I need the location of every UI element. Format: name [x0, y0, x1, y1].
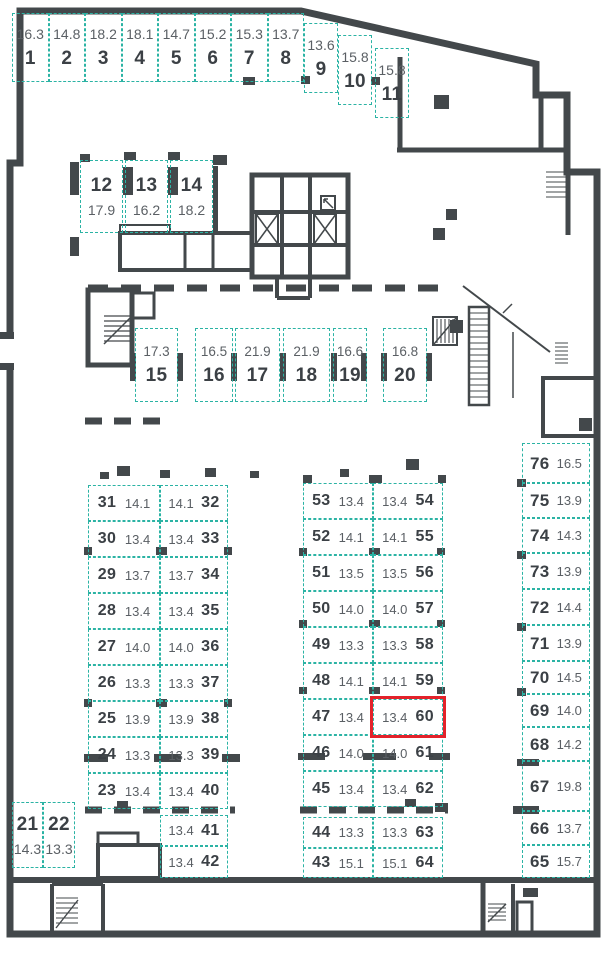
- space-number: 57: [415, 600, 434, 617]
- parking-space-52[interactable]: [303, 519, 373, 555]
- space-area: 15.7: [556, 854, 582, 869]
- space-number: 76: [530, 453, 550, 473]
- parking-space-5[interactable]: [158, 13, 195, 82]
- parking-space-35[interactable]: [160, 593, 228, 629]
- space-number: 59: [415, 672, 434, 689]
- space-number: 36: [201, 638, 220, 655]
- space-number: 63: [415, 823, 434, 841]
- space-area: 14.1: [338, 673, 364, 689]
- space-area: 13.7: [168, 567, 194, 583]
- space-number: 50: [312, 600, 331, 617]
- space-number: 3: [97, 48, 109, 69]
- space-number: 65: [530, 852, 550, 871]
- space-area: 14.3: [13, 840, 42, 857]
- space-area: 13.7: [272, 26, 300, 42]
- parking-space-3[interactable]: [85, 13, 122, 82]
- parking-space-39[interactable]: [160, 737, 228, 773]
- parking-space-46[interactable]: [303, 735, 373, 771]
- space-number: 17: [246, 365, 269, 387]
- space-area: 13.4: [382, 709, 408, 725]
- space-number: 26: [97, 674, 117, 691]
- space-area: 13.9: [556, 493, 582, 508]
- parking-space-25[interactable]: [88, 701, 160, 737]
- space-number: 8: [280, 48, 292, 69]
- space-number: 18: [295, 365, 318, 387]
- space-number: 13: [135, 175, 158, 196]
- parking-space-56[interactable]: [373, 555, 443, 591]
- space-area: 13.3: [45, 840, 73, 857]
- space-area: 13.4: [168, 854, 194, 870]
- space-area: 14.0: [382, 601, 408, 617]
- parking-space-45[interactable]: [303, 771, 373, 807]
- space-area: 13.4: [168, 531, 194, 547]
- space-area: 13.3: [168, 747, 194, 763]
- parking-space-44[interactable]: [303, 817, 373, 848]
- space-area: 15.1: [338, 855, 364, 871]
- parking-space-15[interactable]: [135, 328, 178, 402]
- space-area: 14.1: [382, 673, 408, 689]
- parking-space-17[interactable]: [235, 328, 280, 402]
- space-number: 72: [530, 597, 550, 617]
- space-number: 30: [97, 530, 117, 547]
- space-number: 40: [201, 782, 220, 799]
- parking-space-14[interactable]: [170, 160, 213, 233]
- space-area: 15.2: [199, 26, 227, 42]
- space-area: 14.0: [338, 745, 364, 761]
- space-number: 29: [97, 566, 117, 583]
- space-number: 34: [201, 566, 220, 583]
- space-number: 56: [415, 564, 434, 581]
- space-number: 54: [415, 492, 434, 509]
- space-number: 48: [312, 672, 331, 689]
- space-area: 13.4: [382, 493, 408, 509]
- space-area: 13.4: [338, 709, 364, 725]
- parking-space-8[interactable]: [268, 13, 305, 82]
- space-number: 4: [134, 48, 146, 69]
- space-number: 24: [97, 746, 117, 763]
- space-area: 13.4: [124, 783, 151, 799]
- space-area: 14.0: [338, 601, 364, 617]
- parking-space-65[interactable]: [522, 845, 590, 878]
- space-area: 18.1: [126, 26, 154, 42]
- space-number: 49: [312, 636, 331, 653]
- space-area: 14.2: [556, 736, 582, 752]
- space-area: 13.4: [124, 603, 151, 619]
- parking-space-22[interactable]: [43, 802, 75, 868]
- space-area: 17.9: [87, 202, 116, 218]
- space-number: 42: [201, 853, 220, 870]
- space-area: 13.3: [338, 637, 364, 653]
- space-area: 13.6: [307, 36, 335, 53]
- space-area: 15.8: [341, 48, 369, 65]
- space-area: 13.3: [338, 825, 364, 840]
- parking-space-62[interactable]: [373, 771, 443, 807]
- space-area: 13.3: [124, 747, 151, 763]
- parking-space-55[interactable]: [373, 519, 443, 555]
- parking-space-57[interactable]: [373, 591, 443, 627]
- space-number: 35: [201, 602, 220, 619]
- space-area: 13.3: [124, 675, 151, 691]
- space-number: 23: [97, 782, 117, 799]
- space-area: 16.8: [391, 343, 419, 359]
- parking-space-49[interactable]: [303, 627, 373, 663]
- space-number: 11: [381, 83, 403, 105]
- space-number: 14: [180, 175, 203, 196]
- parking-space-20[interactable]: [383, 328, 427, 402]
- parking-space-63[interactable]: [373, 817, 443, 848]
- parking-space-76[interactable]: [522, 443, 590, 483]
- space-area: 13.9: [556, 635, 582, 651]
- space-number: 25: [97, 710, 117, 727]
- parking-space-1[interactable]: [12, 13, 49, 82]
- space-number: 43: [312, 854, 331, 871]
- space-number: 74: [530, 526, 550, 545]
- space-area: 14.0: [124, 639, 151, 655]
- space-number: 45: [312, 780, 331, 797]
- space-area: 13.4: [338, 781, 364, 797]
- parking-space-23[interactable]: [88, 773, 160, 809]
- space-number: 39: [201, 746, 220, 763]
- parking-space-72[interactable]: [522, 589, 590, 625]
- space-number: 52: [312, 528, 331, 545]
- space-number: 9: [315, 58, 327, 80]
- parking-space-59[interactable]: [373, 663, 443, 699]
- space-number: 33: [201, 530, 220, 547]
- space-area: 14.1: [168, 495, 194, 511]
- parking-space-24[interactable]: [88, 737, 160, 773]
- space-number: 21: [16, 813, 39, 835]
- space-number: 66: [530, 818, 550, 838]
- parking-space-6[interactable]: [195, 13, 232, 82]
- parking-space-32[interactable]: [160, 485, 228, 521]
- space-number: 10: [344, 70, 366, 92]
- space-area: 13.9: [168, 711, 194, 727]
- space-area: 13.4: [168, 783, 194, 799]
- space-number: 70: [530, 668, 550, 687]
- parking-space-68[interactable]: [522, 727, 590, 761]
- space-number: 47: [312, 708, 331, 725]
- space-area: 13.4: [338, 493, 364, 509]
- space-number: 71: [530, 633, 550, 653]
- parking-space-34[interactable]: [160, 557, 228, 593]
- space-number: 6: [207, 48, 219, 69]
- space-area: 13.3: [168, 675, 194, 691]
- space-area: 15.3: [235, 26, 263, 42]
- space-number: 51: [312, 564, 331, 581]
- space-area: 14.1: [382, 529, 408, 545]
- parking-space-27[interactable]: [88, 629, 160, 665]
- space-number: 46: [312, 744, 331, 761]
- parking-space-18[interactable]: [283, 328, 330, 402]
- space-number: 53: [312, 492, 331, 509]
- space-area: 17.3: [143, 343, 170, 359]
- space-number: 41: [201, 821, 220, 839]
- space-area: 13.5: [382, 565, 408, 581]
- space-area: 13.9: [124, 711, 151, 727]
- space-area: 14.1: [338, 529, 364, 545]
- space-number: 44: [312, 823, 331, 841]
- space-area: 14.8: [53, 26, 81, 42]
- parking-space-47[interactable]: [303, 699, 373, 735]
- space-area: 16.6: [336, 343, 364, 359]
- space-area: 16.5: [556, 455, 582, 471]
- space-number: 2: [61, 48, 73, 69]
- parking-space-12[interactable]: [80, 160, 123, 233]
- space-number: 68: [530, 734, 550, 754]
- parking-space-4[interactable]: [122, 13, 159, 82]
- parking-space-26[interactable]: [88, 665, 160, 701]
- space-area: 13.7: [124, 567, 151, 583]
- parking-space-51[interactable]: [303, 555, 373, 591]
- space-number: 1: [24, 48, 36, 69]
- parking-space-64[interactable]: [373, 848, 443, 878]
- parking-space-66[interactable]: [522, 811, 590, 845]
- space-number: 31: [97, 494, 117, 511]
- parking-space-71[interactable]: [522, 625, 590, 661]
- space-number: 37: [201, 674, 220, 691]
- space-area: 14.0: [556, 703, 582, 718]
- space-area: 14.1: [124, 495, 151, 511]
- space-area: 15.1: [382, 855, 408, 871]
- space-area: 18.2: [177, 202, 206, 218]
- space-area: 14.7: [162, 26, 190, 42]
- space-area: 14.0: [168, 639, 194, 655]
- space-area: 13.5: [338, 565, 364, 581]
- space-number: 28: [97, 602, 117, 619]
- parking-space-74[interactable]: [522, 518, 590, 553]
- space-area: 13.4: [382, 781, 408, 797]
- space-area: 14.5: [556, 670, 582, 685]
- parking-space-29[interactable]: [88, 557, 160, 593]
- space-number: 62: [415, 780, 434, 797]
- parking-space-30[interactable]: [88, 521, 160, 557]
- parking-space-58[interactable]: [373, 627, 443, 663]
- parking-space-41[interactable]: [160, 815, 228, 846]
- parking-space-7[interactable]: [231, 13, 268, 82]
- parking-space-73[interactable]: [522, 553, 590, 589]
- space-number: 64: [415, 854, 434, 871]
- space-area: 13.4: [124, 531, 151, 547]
- space-number: 73: [530, 561, 550, 581]
- parking-space-33[interactable]: [160, 521, 228, 557]
- parking-space-60[interactable]: [373, 699, 443, 735]
- parking-space-67[interactable]: [522, 761, 590, 811]
- space-area: 13.3: [382, 637, 408, 653]
- space-number: 69: [530, 701, 550, 720]
- space-area: 13.4: [168, 823, 194, 838]
- space-area: 14.3: [556, 528, 582, 543]
- space-number: 60: [415, 708, 434, 725]
- space-number: 55: [415, 528, 434, 545]
- parking-space-16[interactable]: [195, 328, 233, 402]
- parking-space-48[interactable]: [303, 663, 373, 699]
- parking-space-10[interactable]: [338, 35, 372, 105]
- parking-space-42[interactable]: [160, 846, 228, 878]
- parking-space-53[interactable]: [303, 483, 373, 519]
- parking-space-50[interactable]: [303, 591, 373, 627]
- parking-space-37[interactable]: [160, 665, 228, 701]
- space-area: 14.4: [556, 599, 582, 615]
- space-number: 15: [145, 365, 168, 387]
- parking-space-54[interactable]: [373, 483, 443, 519]
- space-area: 19.8: [556, 778, 582, 794]
- space-area: 13.7: [556, 820, 582, 836]
- space-area: 13.3: [382, 825, 408, 840]
- space-number: 38: [201, 710, 220, 727]
- parking-space-21[interactable]: [12, 802, 43, 868]
- parking-space-43[interactable]: [303, 848, 373, 878]
- parking-space-69[interactable]: [522, 694, 590, 727]
- space-number: 20: [394, 365, 416, 387]
- space-number: 61: [415, 744, 434, 761]
- parking-space-31[interactable]: [88, 485, 160, 521]
- space-number: 58: [415, 636, 434, 653]
- space-area: 16.2: [132, 202, 161, 218]
- space-area: 21.9: [244, 343, 271, 359]
- space-number: 32: [201, 494, 220, 511]
- parking-space-36[interactable]: [160, 629, 228, 665]
- space-area: 21.9: [293, 343, 320, 359]
- parking-space-75[interactable]: [522, 483, 590, 518]
- parking-space-38[interactable]: [160, 701, 228, 737]
- space-number: 67: [530, 776, 550, 796]
- space-area: 15.8: [378, 61, 406, 78]
- parking-space-40[interactable]: [160, 773, 228, 809]
- space-area: 14.0: [382, 745, 408, 761]
- space-area: 16.3: [16, 26, 44, 42]
- space-area: 13.9: [556, 563, 582, 579]
- parking-space-28[interactable]: [88, 593, 160, 629]
- parking-space-2[interactable]: [49, 13, 86, 82]
- space-number: 22: [48, 813, 70, 835]
- space-number: 12: [90, 175, 113, 196]
- space-number: 27: [97, 638, 117, 655]
- parking-space-70[interactable]: [522, 661, 590, 694]
- space-area: 13.4: [168, 603, 194, 619]
- parking-space-9[interactable]: [304, 23, 338, 93]
- parking-space-13[interactable]: [125, 160, 168, 233]
- space-area: 18.2: [89, 26, 117, 42]
- space-number: 7: [243, 48, 255, 69]
- space-number: 5: [170, 48, 182, 69]
- parking-space-11[interactable]: [375, 48, 409, 118]
- parking-space-61[interactable]: [373, 735, 443, 771]
- parking-space-19[interactable]: [333, 328, 367, 402]
- space-number: 16: [203, 365, 225, 387]
- space-area: 16.5: [200, 343, 228, 359]
- space-number: 19: [339, 365, 361, 387]
- space-number: 75: [530, 491, 550, 510]
